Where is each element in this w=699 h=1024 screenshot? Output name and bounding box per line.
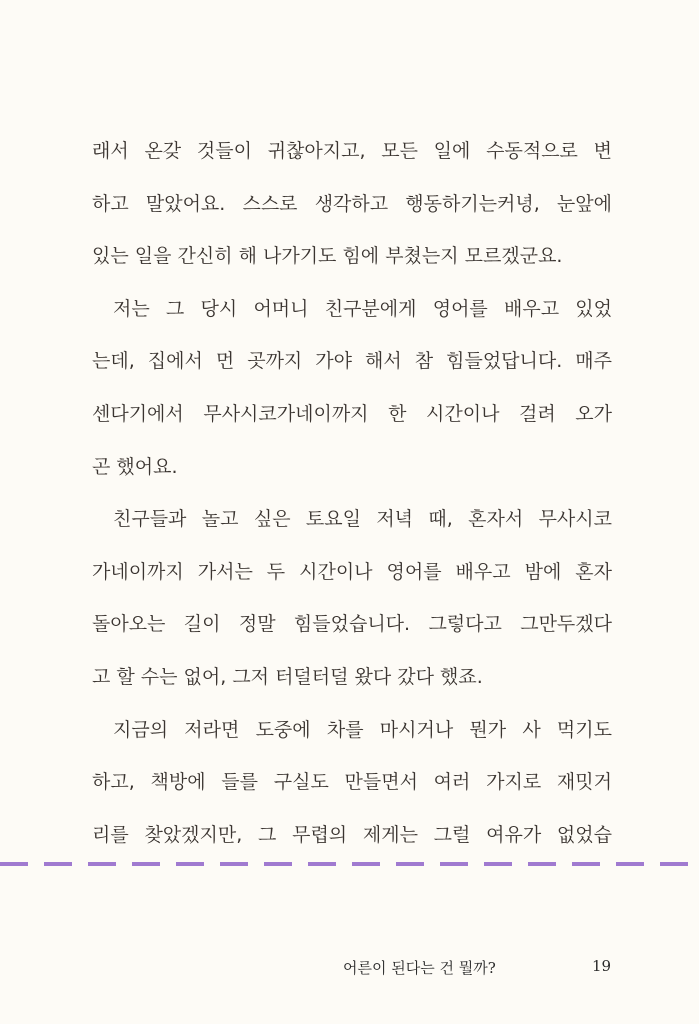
text-line: 리를 찾았겠지만, 그 무렵의 제게는 그럴 여유가 없었습 bbox=[92, 823, 612, 846]
text-line: 하고 말았어요. 스스로 생각하고 행동하기는커녕, 눈앞에 bbox=[92, 192, 612, 215]
running-footer-title: 어른이 된다는 건 뭘까? bbox=[343, 959, 496, 977]
page-number: 19 bbox=[592, 957, 612, 975]
text-line: 고 할 수는 없어, 그저 터덜터덜 왔다 갔다 했죠. bbox=[92, 665, 483, 688]
text-line: 하고, 책방에 들를 구실도 만들면서 여러 가지로 재밋거 bbox=[92, 771, 612, 794]
text-line: 곤 했어요. bbox=[92, 455, 178, 478]
body-text bbox=[92, 125, 612, 861]
text-line: 저는 그 당시 어머니 친구분에게 영어를 배우고 있었 bbox=[113, 297, 612, 320]
text-line: 래서 온갖 것들이 귀찮아지고, 모든 일에 수동적으로 변 bbox=[92, 140, 612, 162]
text-line: 있는 일을 간신히 해 나가기도 힘에 부쳤는지 모르겠군요. bbox=[92, 245, 563, 268]
text-line: 돌아오는 길이 정말 힘들었습니다. 그렇다고 그만두겠다 bbox=[92, 613, 612, 636]
text-line: 센다기에서 무사시코가네이까지 한 시간이나 걸려 오가 bbox=[92, 402, 612, 425]
dashed-divider bbox=[0, 862, 699, 866]
text-line: 지금의 저라면 도중에 차를 마시거나 뭔가 사 먹기도 bbox=[113, 718, 612, 741]
text-line: 는데, 집에서 먼 곳까지 가야 해서 참 힘들었답니다. 매주 bbox=[92, 350, 612, 373]
text-line: 친구들과 놀고 싶은 토요일 저녁 때, 혼자서 무사시코 bbox=[113, 508, 612, 531]
text-line: 가네이까지 가서는 두 시간이나 영어를 배우고 밤에 혼자 bbox=[92, 560, 612, 583]
